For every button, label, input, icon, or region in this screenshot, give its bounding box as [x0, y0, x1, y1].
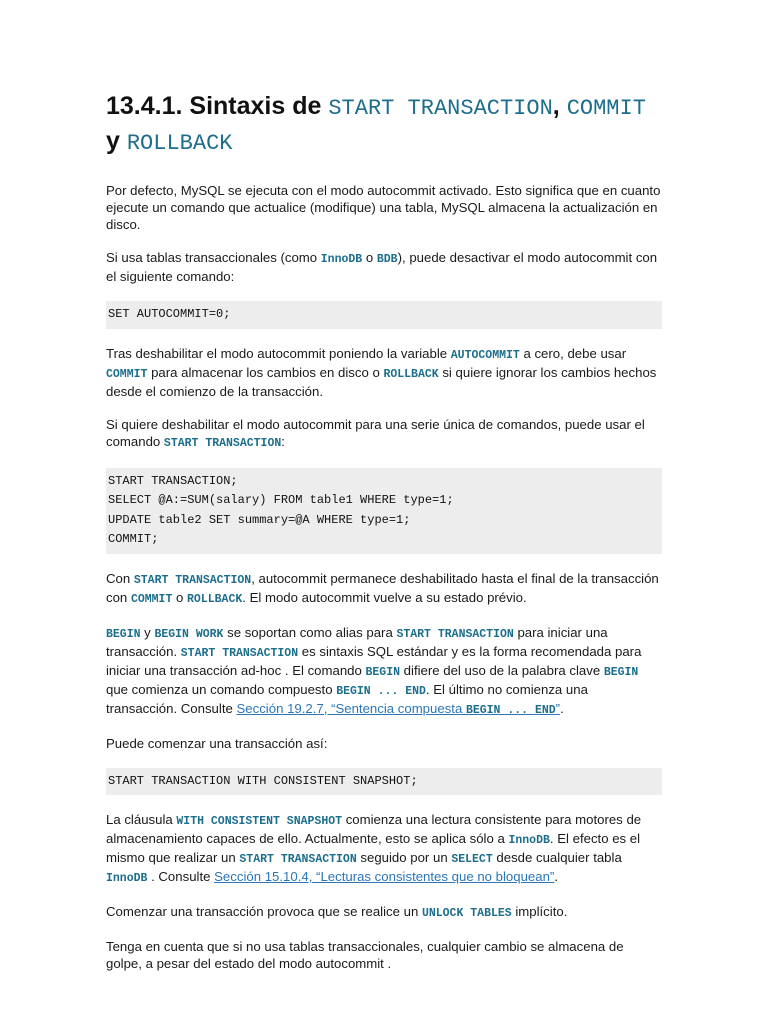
inline-code: START TRANSACTION — [180, 646, 299, 660]
text-span: . — [554, 869, 558, 884]
heading-code-start-transaction: START TRANSACTION — [328, 96, 553, 121]
paragraph-single-series — [106, 416, 662, 452]
text-span: . Consulte — [147, 869, 215, 884]
heading-text: 13.4.1. Sintaxis de — [106, 92, 329, 120]
text-span: . — [560, 700, 564, 716]
text-span: Con — [106, 570, 134, 586]
paragraph-non-transactional-note: Tenga en cuenta que si no usa tablas transaccionales, cualquier cambio se almacena de golpe, a pesar del estado del modo autocommit . — [106, 939, 624, 971]
heading-comma: , — [552, 92, 567, 120]
inline-code: BEGIN ... END — [336, 684, 426, 698]
inline-code: BEGIN — [365, 665, 401, 679]
heading-code-rollback: ROLLBACK — [126, 131, 233, 156]
code-block-transaction-example: START TRANSACTION; SELECT @A:=SUM(salary) FROM table1 WHERE type=1; UPDATE table2 SET summary=@A WHERE type=1; COMMIT; — [106, 468, 662, 554]
text-span: seguido por un — [356, 850, 452, 865]
inline-code: ROLLBACK — [383, 367, 439, 381]
inline-code: BEGIN WORK — [154, 627, 224, 641]
text-span: Si usa tablas transaccionales (como — [106, 250, 321, 265]
text-span: . El último no comienza una transacción. Consulte — [106, 681, 588, 716]
inline-code: SELECT — [451, 853, 493, 866]
paragraph-consistent-snapshot — [106, 811, 662, 887]
text-span: , autocommit permanece deshabilitado hasta el final de la transacción con — [106, 570, 659, 605]
text-span: desde cualquier tabla — [492, 850, 622, 865]
inline-code: InnoDB — [320, 253, 363, 266]
inline-code: ROLLBACK — [187, 592, 243, 606]
paragraph-begin-transaction-intro: Puede comenzar una transacción así: — [106, 735, 328, 751]
text-span: Comenzar una transacción provoca que se realice un — [106, 904, 422, 919]
text-span: : — [281, 433, 285, 449]
inline-code: START TRANSACTION — [239, 853, 357, 866]
text-span: ), puede desactivar el modo autocommit con el siguiente comando: — [106, 250, 658, 284]
text-span: es sintaxis SQL estándar y es la forma recomendada para iniciar una transacción ad-hoc . El comando — [106, 643, 642, 678]
link-consistent-reads[interactable]: Sección 15.10.4, “Lecturas consistentes que no bloquean” — [214, 869, 555, 884]
code-block-consistent-snapshot: START TRANSACTION WITH CONSISTENT SNAPSHOT; — [106, 768, 662, 796]
link-compound-statement[interactable] — [236, 701, 560, 716]
paragraph-transactional-tables — [106, 249, 662, 285]
text-span: . El efecto es el mismo que realizar un — [106, 831, 641, 865]
inline-code: WITH CONSISTENT SNAPSHOT — [176, 815, 343, 828]
text-span: se soportan como alias para — [223, 624, 397, 640]
text-span: o — [172, 589, 188, 605]
inline-code: InnoDB — [508, 834, 550, 847]
inline-code: START TRANSACTION — [163, 436, 282, 450]
code-block-set-autocommit: SET AUTOCOMMIT=0; — [106, 301, 662, 329]
inline-code: InnoDB — [106, 872, 148, 885]
text-span: para iniciar una transacción. — [106, 624, 608, 659]
paragraph-begin-alias — [106, 624, 662, 719]
text-span: o — [362, 250, 377, 265]
inline-code: COMMIT — [106, 367, 148, 381]
inline-code: AUTOCOMMIT — [450, 348, 520, 362]
text-span: comienza una lectura consistente para motores de almacenamiento capaces de ello. Actualmente, esto se aplica sólo a — [106, 812, 642, 846]
document-content — [106, 90, 662, 988]
inline-code: BDB — [376, 253, 398, 266]
paragraph-intro: Por defecto, MySQL se ejecuta con el modo autocommit activado. Esto significa que en cuanto ejecute un comando que actualice (modifique) una tabla, MySQL almacena la actualización en disco. — [106, 183, 661, 232]
text-span: implícito. — [511, 904, 568, 919]
heading-conjunction: y — [106, 127, 127, 155]
paragraph-unlock-tables — [106, 903, 662, 922]
text-span: La cláusula — [106, 812, 177, 827]
inline-code: COMMIT — [130, 592, 173, 606]
inline-code: UNLOCK TABLES — [421, 907, 512, 920]
inline-code: BEGIN — [106, 627, 141, 641]
link-text: Sección 19.2.7, “Sentencia compuesta — [236, 700, 466, 716]
heading-code-commit: COMMIT — [566, 96, 646, 121]
text-span: que comienza un comando compuesto — [106, 681, 337, 697]
inline-code: START TRANSACTION — [396, 627, 514, 641]
text-span: . El modo autocommit vuelve a su estado prévio. — [242, 589, 527, 605]
paragraph-start-transaction — [106, 570, 662, 608]
text-span: y — [140, 624, 155, 640]
text-span: difiere del uso de la palabra clave — [400, 662, 604, 678]
text-span: para almacenar los cambios en disco o — [147, 364, 384, 380]
paragraph-autocommit-variable — [106, 345, 662, 400]
text-span: Tras deshabilitar el modo autocommit poniendo la variable — [106, 345, 451, 361]
text-span: a cero, debe usar — [519, 345, 627, 361]
link-code: BEGIN ... END — [465, 703, 556, 717]
link-text-end: ” — [555, 700, 561, 716]
section-heading — [106, 90, 662, 160]
inline-code: START TRANSACTION — [133, 573, 252, 587]
text-span: Si quiere deshabilitar el modo autocommit para una serie única de comandos, puede usar el comando — [106, 416, 645, 449]
inline-code: BEGIN — [603, 665, 639, 679]
text-span: si quiere ignorar los cambios hechos desde el comienzo de la transacción. — [106, 364, 657, 399]
